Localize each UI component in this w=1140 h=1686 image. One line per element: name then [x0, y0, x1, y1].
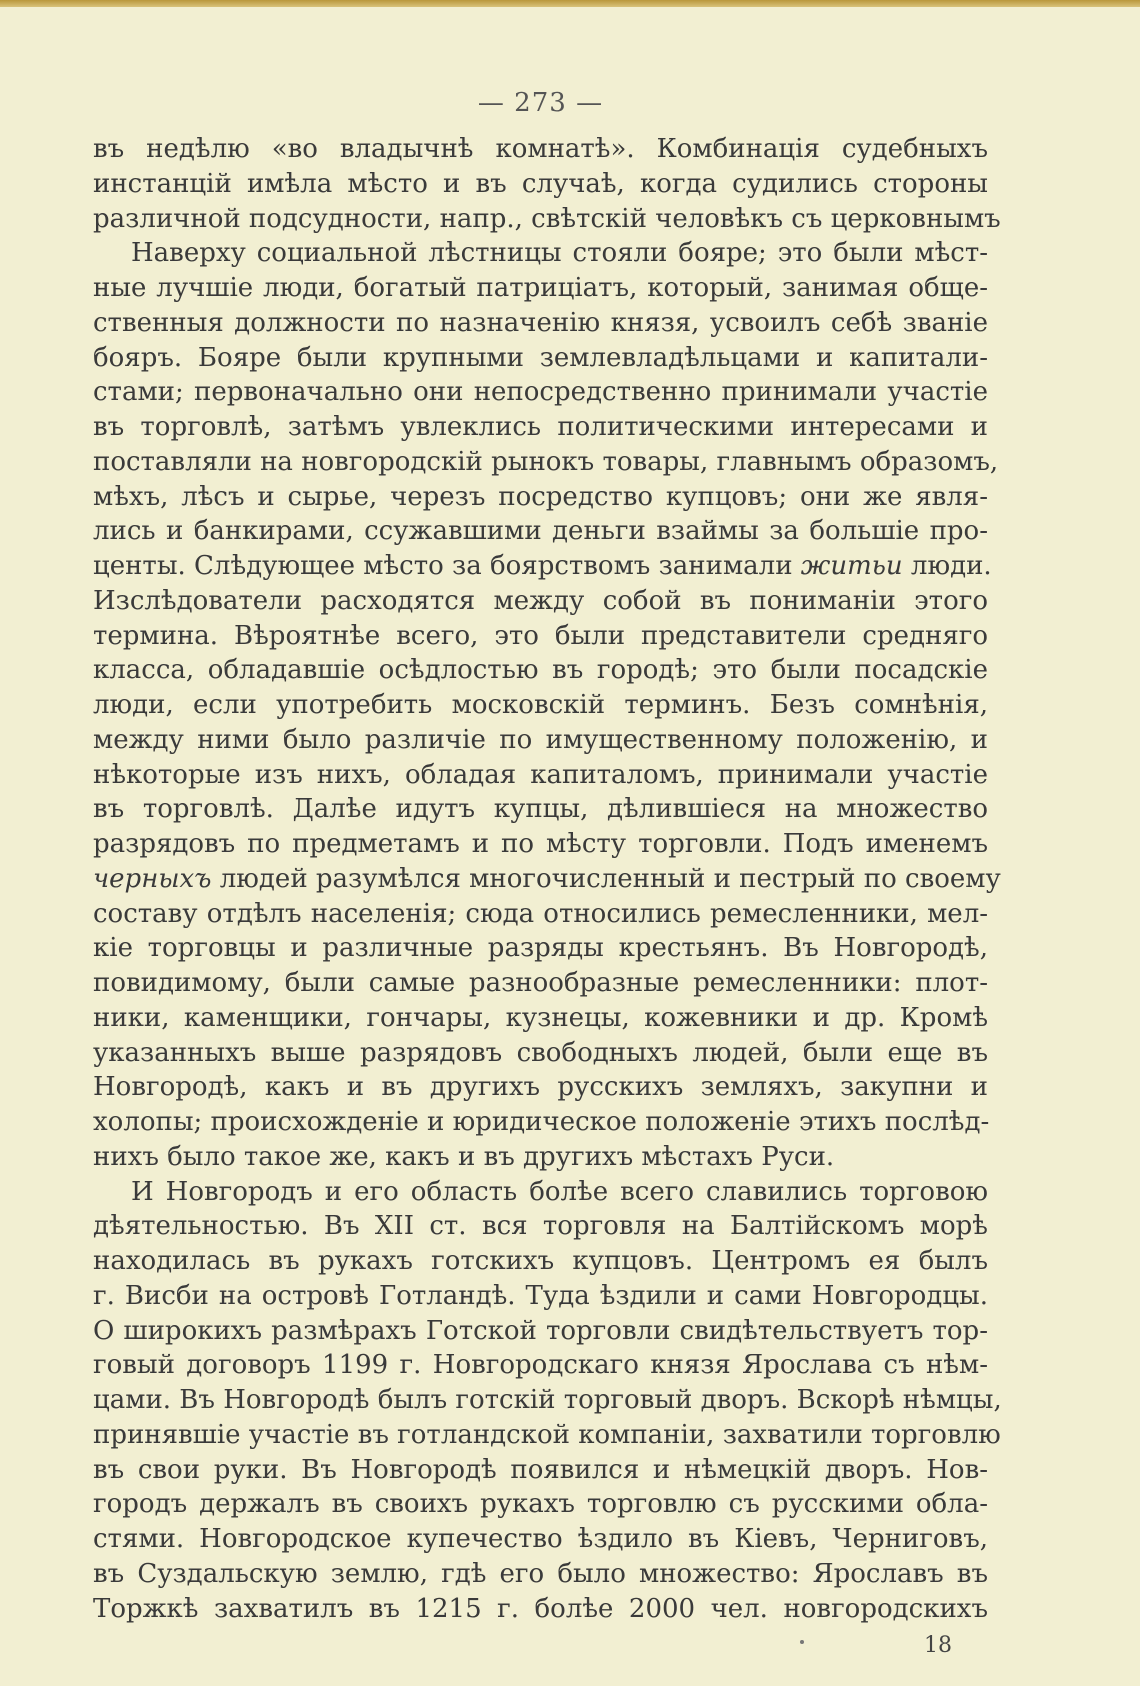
text-line: кіе торговцы и различные разряды крестьянъ. Въ Новгородѣ, [93, 933, 988, 964]
text-line: между ними было различіе по имущественному положенію, и [93, 724, 988, 755]
text-line: говый договоръ 1199 г. Новгородскаго князя Ярослава съ нѣм- [93, 1350, 988, 1381]
text-line: разрядовъ по предметамъ и по мѣсту торговли. Подъ именемъ [93, 829, 988, 859]
text-line: нихъ было такое же, какъ и въ другихъ мѣстахъ Руси. [93, 1141, 835, 1172]
text-line: черныхъ людей разумѣлся многочисленный и пестрый по своему [93, 863, 1001, 894]
text-line: находилась въ рукахъ готскихъ купцовъ. Центромъ ея былъ [93, 1246, 988, 1276]
text-line: въ торговлѣ. Далѣе идутъ купцы, дѣлившіеся на множество [93, 794, 988, 825]
text-line: Торжкѣ захватилъ въ 1215 г. болѣе 2000 чел. новгородскихъ [93, 1593, 988, 1624]
book-page [93, 88, 1002, 1626]
text-line: городъ держалъ въ своихъ рукахъ торговлю съ русскими обла- [93, 1489, 988, 1520]
text-line: поставляли на новгородскій рынокъ товары, главнымъ образомъ, [93, 446, 999, 477]
text-line: центы. Слѣдующее мѣсто за боярствомъ занимали житьи люди. [93, 551, 992, 581]
paragraph-1 [93, 132, 1001, 236]
emphasized-term: черныхъ [93, 863, 212, 894]
text-line: мѣхъ, лѣсъ и сырье, черезъ посредство купцовъ; они же явля- [93, 481, 988, 512]
signature-mark: 18 [924, 1633, 952, 1658]
text-line: класса, обладавшіе осѣдлостью въ городѣ; это были посадскіе [93, 655, 988, 686]
text-line: термина. Вѣроятнѣе всего, это были представители средняго [93, 620, 988, 651]
text-line: лись и банкирами, ссужавшими деньги взаймы за большіе про- [93, 516, 988, 547]
page-number: — 273 — [477, 88, 604, 118]
text-line: инстанцій имѣла мѣсто и въ случаѣ, когда судились стороны [93, 168, 988, 199]
text-line: О широкихъ размѣрахъ Готской торговли свидѣтельствуетъ тор- [93, 1315, 988, 1346]
text-line: ственныя должности по назначенію князя, усвоилъ себѣ званіе [93, 307, 988, 338]
text-line: И Новгородъ и его область болѣе всего славились торговою [131, 1176, 988, 1207]
text-line: указанныхъ выше разрядовъ свободныхъ людей, были еще въ [93, 1037, 988, 1068]
text-line: ники, каменщики, гончары, кузнецы, кожевники и др. Кромѣ [93, 1002, 988, 1033]
text-line: различной подсудности, напр., свѣтскій человѣкъ съ церковнымъ [93, 203, 1001, 234]
text-line: г. Висби на островѣ Готландѣ. Туда ѣздили и сами Новгородцы. [93, 1280, 988, 1311]
text-line: стами; первоначально они непосредственно принимали участіе [93, 377, 988, 408]
text-line: цами. Въ Новгородѣ былъ готскій торговый дворъ. Вскорѣ нѣмцы, [93, 1385, 1002, 1415]
text-line: принявшіе участіе въ готландской компаніи, захватили торговлю [93, 1419, 1001, 1450]
text-line: бояръ. Бояре были крупными землевладѣльцами и капитали- [93, 342, 988, 373]
text-line: въ Суздальскую землю, гдѣ его было множество: Ярославъ въ [93, 1558, 988, 1589]
emphasized-term: житьи [800, 551, 903, 581]
text-line: Изслѣдователи расходятся между собой въ пониманіи этого [93, 585, 988, 616]
text-line: въ торговлѣ, затѣмъ увлеклись политическими интересами и [93, 412, 988, 442]
text-line: въ свои руки. Въ Новгородѣ появился и нѣмецкій дворъ. Нов- [93, 1454, 988, 1485]
text-line: холопы; происхожденіе и юридическое положеніе этихъ послѣд- [93, 1107, 990, 1137]
text-line: нѣкоторые изъ нихъ, обладая капиталомъ, принимали участіе [93, 759, 988, 790]
paragraph-2 [93, 236, 1001, 1174]
text-line: ные лучшіе люди, богатый патриціатъ, который, занимая обще- [93, 273, 988, 303]
print-speck [800, 1640, 804, 1644]
text-line: повидимому, были самые разнообразные ремесленники: плот- [93, 968, 988, 998]
text-line: Новгородѣ, какъ и въ другихъ русскихъ земляхъ, закупни и [93, 1072, 988, 1103]
text-line: стями. Новгородское купечество ѣздило въ Кіевъ, Черниговъ, [93, 1524, 988, 1554]
text-line: составу отдѣлъ населенія; сюда относились ремесленники, мел- [93, 898, 988, 929]
text-line: дѣятельностью. Въ XII ст. вся торговля на Балтійскомъ морѣ [93, 1211, 988, 1242]
text-line: люди, если употребить московскій терминъ. Безъ сомнѣнія, [93, 690, 988, 720]
page-top-edge [0, 0, 1140, 7]
text-line: въ недѣлю «во владычнѣ комнатѣ». Комбинація судебныхъ [93, 134, 988, 164]
text-line: Наверху социальной лѣстницы стояли бояре; это были мѣст- [131, 238, 988, 269]
paragraph-3 [93, 1175, 1002, 1627]
